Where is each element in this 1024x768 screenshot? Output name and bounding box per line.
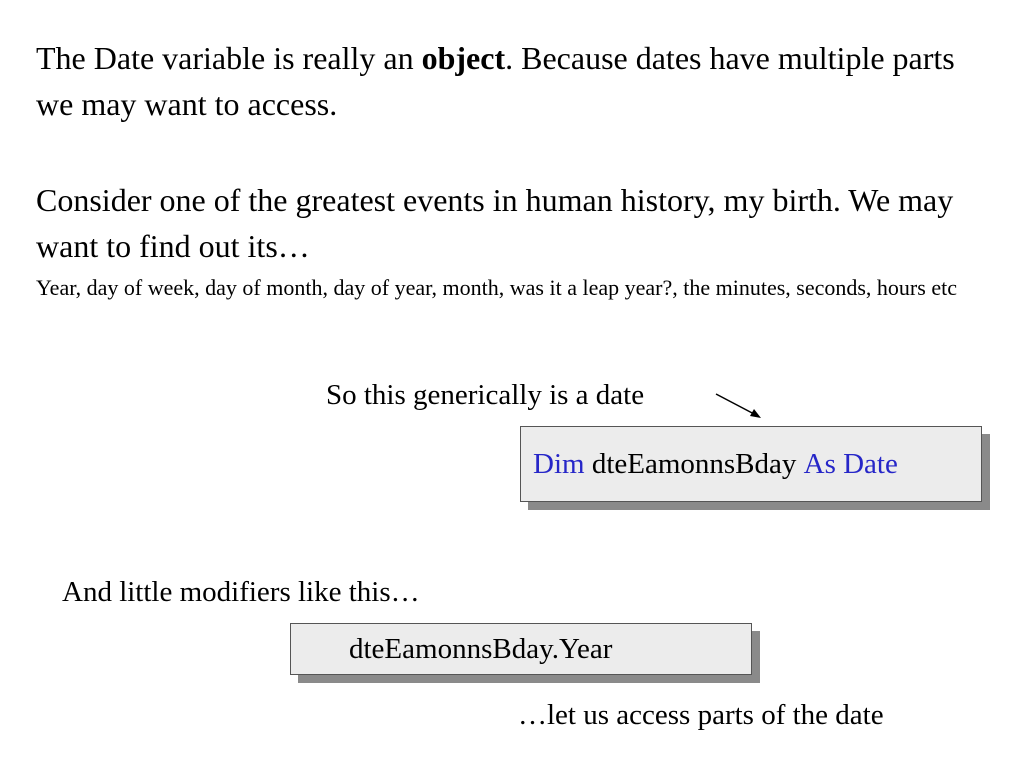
intro-bold-word: object (421, 40, 506, 76)
property-example-text: dteEamonnsBday.Year (349, 632, 613, 665)
intro-text-before: The Date variable is really an (36, 40, 422, 76)
date-declaration-box (520, 426, 982, 502)
keyword-dim: Dim (533, 447, 585, 480)
pointer-arrow-icon (710, 388, 770, 424)
intro-paragraph (36, 35, 976, 127)
modifiers-caption: And little modifiers like this… (62, 576, 420, 608)
consider-paragraph: Consider one of the greatest events in human history, my birth. We may want to find out its… (36, 182, 954, 264)
property-example-box (290, 623, 752, 675)
keyword-as-date: As Date (803, 447, 898, 480)
access-caption: …let us access parts of the date (518, 699, 884, 731)
date-parts-list: Year, day of week, day of month, day of year, month, was it a leap year?, the minutes, seconds, hours etc (36, 275, 957, 300)
intro-text-after: . Because dates have multiple parts we may want to access. (36, 40, 955, 122)
declaration-variable-name: dteEamonnsBday (584, 447, 804, 480)
generic-date-caption: So this generically is a date (326, 379, 645, 411)
